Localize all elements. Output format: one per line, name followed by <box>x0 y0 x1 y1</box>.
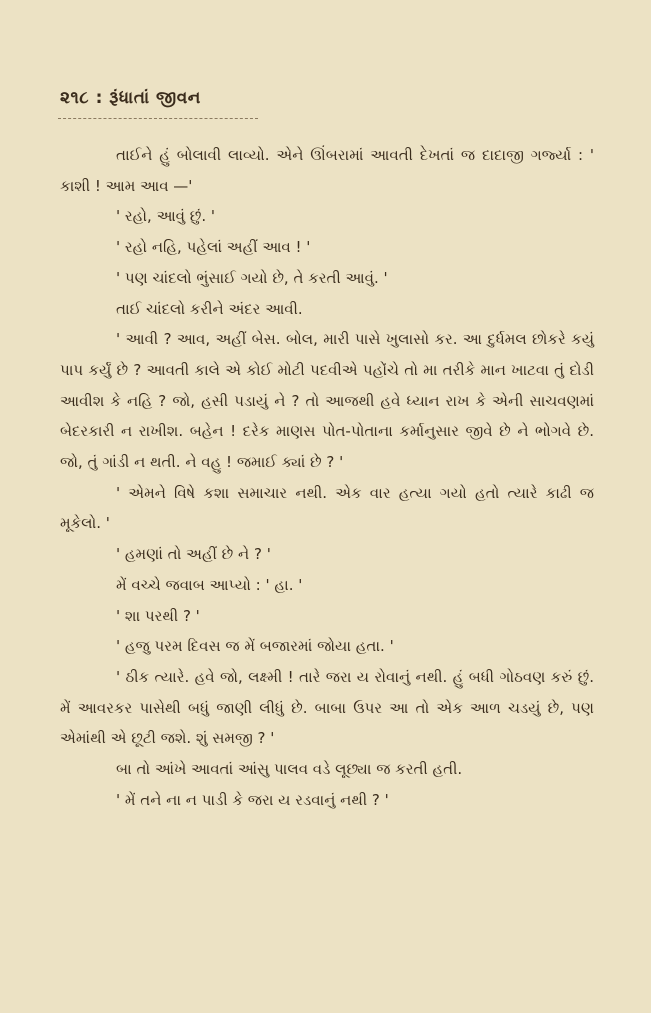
paragraph: તાઈને હું બોલાવી લાવ્યો. એને ઊંબરામાં આવતી દેખતાં જ દાદાજી ગર્જ્યા : ' કાશી ! આમ આવ —' <box>60 146 594 195</box>
paragraph: ' પણ ચાંદલો ભુંસાઈ ગયો છે, તે કરતી આવું. ' <box>116 268 388 287</box>
paragraph: ' એમને વિષે કશા સમાચાર નથી. એક વાર હત્યા ગયો હતો ત્યારે કાઢી જ મૂકેલો. ' <box>60 483 594 533</box>
paragraph: ' ઠીક ત્યારે. હવે જો, લક્ષ્મી ! તારે જરા ય રોવાનું નથી. હું બધી ગોઠવણ કરું છું. મેં આવરકર પાસેથી બધું જાણી લીધું છે. બાબા ઉપર આ તો એક આળ ચડયું છે, પણ એમાંથી એ છૂટી જશે. શું સમજી ? ' <box>60 667 594 748</box>
paragraph: ' આવી ? આવ, અહીં બેસ. બોલ, મારી પાસે ખુલાસો કર. આ દુર્ધમલ છોકરે કયું પાપ કર્યું છે ? આવતી કાલે એ કોઈ મોટી પદવીએ પહોંચે તો મા તરીકે માન ખાટવા તું દોડી આવીશ કે નહિ ? જો, હસી પડાયું ને ? તો આજથી હવે ધ્યાન રાખ કે એની સાચવણમાં બેદરકારી ન રાખીશ. બહેન ! દરેક માણસ પોત-પોતાના કર્માનુસાર જીવે છે ને ભોગવે છે. જો, તું ગાંડી ન થતી. ને વહુ ! જમાઈ ક્યાં છે ? ' <box>60 330 594 472</box>
paragraph: ' હમણાં તો અહીં છે ને ? ' <box>116 545 271 564</box>
page-body <box>60 140 594 815</box>
paragraph: મેં વચ્ચે જવાબ આપ્યો : ' હા. ' <box>116 575 303 594</box>
paragraph: ' રહો નહિ, પહેલાં અહીં આવ ! ' <box>116 238 311 257</box>
paragraph: ' રહો, આવું છું. ' <box>116 207 216 226</box>
running-head: ૨૧૮ : રૂંધાતાં જીવન <box>60 88 201 108</box>
paragraph: તાઈ ચાંદલો કરીને અંદર આવી. <box>116 299 303 318</box>
header-divider <box>58 118 258 120</box>
paragraph: ' હજુ પરમ દિવસ જ મેં બજારમાં જોયા હતા. ' <box>116 637 394 656</box>
paragraph: ' મેં તને ના ન પાડી કે જરા ય રડવાનું નથી ? ' <box>116 790 389 809</box>
paragraph: બા તો આંખે આવતાં આંસુ પાલવ વડે લૂછ્યા જ કરતી હતી. <box>116 760 463 779</box>
paragraph: ' શા પરથી ? ' <box>116 606 200 625</box>
